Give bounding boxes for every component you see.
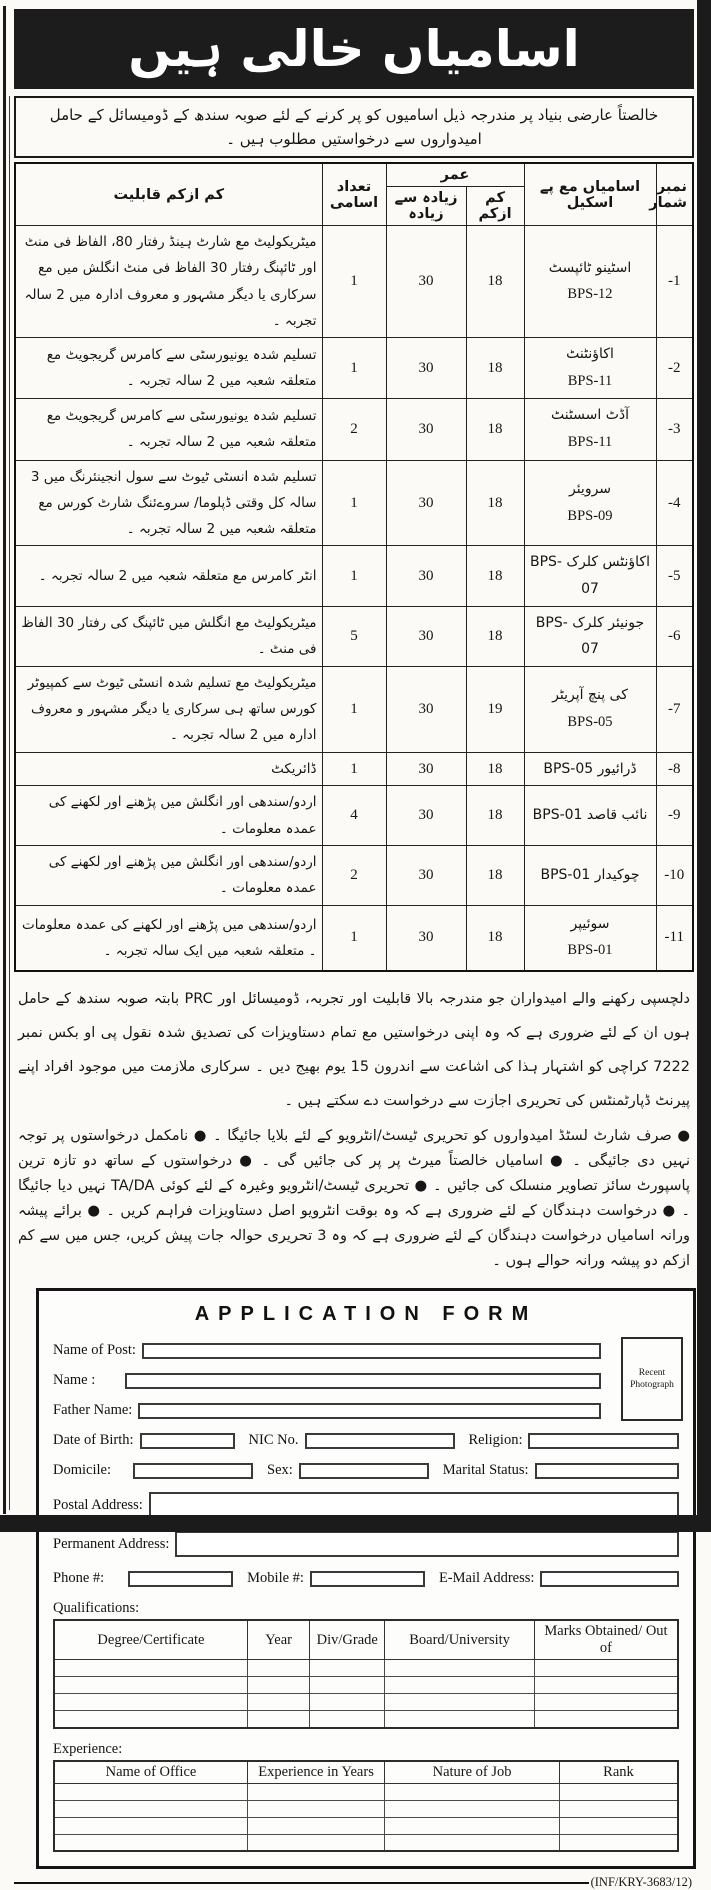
qualifications-table xyxy=(53,1619,679,1729)
qualification-cell: تسلیم شدہ یونیورسٹی سے کامرس گریجویٹ مع متعلقہ شعبہ میں 2 سالہ تجربہ ۔ xyxy=(15,399,322,460)
age-min-cell: 18 xyxy=(466,905,524,971)
conditions-paragraph: ● صرف شارٹ لسٹڈ امیدواروں کو تحریری ٹیسٹ/انٹرویو کے لئے بلایا جائیگا ۔ ● نامکمل درخواستوں پر توجہ نہیں دی جائیگی ۔ ● اسامیاں خالصتاً میرٹ پر پر کی جائیں گی ۔ ● درخواستوں کے ساتھ دو تازہ ترین پاسپورٹ سائز تصاویر منسلک کی جائیں ۔ ● تحریری ٹیسٹ/انٹرویو وغیرہ کے لئے کوئی TA/DA نہیں دیا جائیگا ۔ ● درخواست دہندگان کے لئے ضروری ہے کہ وہ بوقت انٹرویو اصل دستاویزات فراہم کریں ۔ ● برائے پیشہ ورانہ اسامیاں درخواست دہندگان کے لئے ضروری ہے کہ وہ 3 تحریری حوالہ جات پیش کریں، جس میں سے کم ازکم دو پیشہ ورانہ حوالے ہوں ۔ xyxy=(18,1128,691,1270)
experience-empty-row xyxy=(54,1817,678,1834)
right-border-bar xyxy=(697,0,711,1532)
count-cell: 1 xyxy=(322,666,386,752)
age-max-cell: 30 xyxy=(386,399,466,460)
post-scale: BPS-11 xyxy=(567,372,613,389)
post-scale: BPS-11 xyxy=(567,433,613,450)
post-scale: BPS-12 xyxy=(567,286,613,303)
post-name: اکاؤنٹنٹ xyxy=(566,346,614,363)
empty-cell[interactable] xyxy=(54,1817,247,1834)
sex-field[interactable] xyxy=(299,1463,429,1479)
age-max-cell: 30 xyxy=(386,338,466,399)
age-min-cell: 18 xyxy=(466,460,524,546)
qualification-cell: میٹریکولیٹ مع انگلش میں ٹائپنگ کی رفتار 30 الفاظ فی منٹ ۔ xyxy=(15,606,322,666)
intro-strip xyxy=(14,96,694,158)
post-cell xyxy=(524,752,656,786)
empty-cell[interactable] xyxy=(247,1783,384,1800)
count-cell: 5 xyxy=(322,606,386,666)
permanent-address-field[interactable] xyxy=(175,1531,679,1557)
marital-status-label: Marital Status: xyxy=(442,1462,529,1478)
exp-col-nature: Nature of Job xyxy=(385,1761,560,1784)
exp-col-years: Experience in Years xyxy=(247,1761,384,1784)
col-header-age: عمر xyxy=(386,163,524,187)
religion-label: Religion: xyxy=(468,1432,523,1448)
qualification-cell: اردو/سندھی اور انگلش میں پڑھنے اور لکھنے کی عمدہ معلومات ۔ xyxy=(15,846,322,906)
qualifications-empty-row xyxy=(54,1694,678,1711)
serial-cell: -7 xyxy=(656,666,693,752)
empty-cell[interactable] xyxy=(385,1694,535,1711)
email-field[interactable] xyxy=(540,1571,679,1587)
qualification-cell: میٹریکولیٹ مع تسلیم شدہ انسٹی ٹیوٹ سے کمپیوٹر کورس ساتھ ہی سرکاری یا دیگر مشہور و معروف ادارہ میں 2 سالہ تجربہ ۔ xyxy=(15,666,322,752)
qualifications-empty-row xyxy=(54,1660,678,1677)
count-cell: 2 xyxy=(322,846,386,906)
age-max-cell: 30 xyxy=(386,546,466,606)
serial-cell: -8 xyxy=(656,752,693,786)
email-label: E-Mail Address: xyxy=(438,1570,535,1586)
empty-cell[interactable] xyxy=(559,1834,678,1851)
form-row-phone-mobile-email xyxy=(53,1570,679,1587)
empty-cell[interactable] xyxy=(54,1711,247,1728)
job-row-2 xyxy=(15,338,693,399)
photo-box: Recent Photograph xyxy=(621,1337,683,1421)
serial-cell: -10 xyxy=(656,846,693,906)
post-name: آڈٹ اسسٹنٹ xyxy=(550,407,630,424)
ad-title-banner xyxy=(14,9,694,89)
dob-field[interactable] xyxy=(140,1433,235,1449)
bottom-bar xyxy=(0,1515,711,1532)
age-min-cell: 18 xyxy=(466,606,524,666)
qual-col-degree: Degree/Certificate xyxy=(54,1620,247,1660)
empty-cell[interactable] xyxy=(534,1660,678,1677)
qualification-cell: تسلیم شدہ یونیورسٹی سے کامرس گریجویٹ مع متعلقہ شعبہ میں 2 سالہ تجربہ ۔ xyxy=(15,338,322,399)
post-name: چوکیدار BPS-01 xyxy=(540,867,640,884)
empty-cell[interactable] xyxy=(247,1711,309,1728)
ad-title: اسامیاں خالی ہیں xyxy=(128,20,580,78)
age-min-cell: 18 xyxy=(466,846,524,906)
count-cell: 1 xyxy=(322,546,386,606)
count-cell: 1 xyxy=(322,752,386,786)
job-row-4 xyxy=(15,460,693,546)
qualification-cell: اردو/سندھی میں پڑھنے اور لکھنے کی عمدہ معلومات ۔ متعلقہ شعبہ میں ایک سالہ تجربہ ۔ xyxy=(15,905,322,971)
qualification-cell: تسلیم شدہ انسٹی ٹیوٹ سے سول انجینئرنگ میں 3 سالہ کل وقتی ڈپلوما/ سروےئنگ شارٹ کورس مع متعلقہ شعبہ میں 2 سالہ تجربہ ۔ xyxy=(15,460,322,546)
empty-cell[interactable] xyxy=(310,1694,385,1711)
sex-label: Sex: xyxy=(267,1462,293,1478)
empty-cell[interactable] xyxy=(247,1834,384,1851)
dob-label: Date of Birth: xyxy=(53,1432,134,1448)
age-max-cell: 30 xyxy=(386,786,466,846)
post-cell xyxy=(524,846,656,906)
phone-field[interactable] xyxy=(128,1571,233,1587)
postal-address-label: Postal Address: xyxy=(53,1496,143,1513)
empty-cell[interactable] xyxy=(385,1677,535,1694)
age-max-cell: 30 xyxy=(386,905,466,971)
post-cell xyxy=(524,226,656,338)
count-cell: 1 xyxy=(322,338,386,399)
advert-content xyxy=(14,0,694,1890)
form-row-dob-nic-religion xyxy=(53,1432,679,1449)
qual-col-year: Year xyxy=(247,1620,309,1660)
empty-cell[interactable] xyxy=(559,1783,678,1800)
empty-cell[interactable] xyxy=(54,1800,247,1817)
post-cell xyxy=(524,399,656,460)
form-row-name-of-post xyxy=(53,1342,679,1359)
age-max-cell: 30 xyxy=(386,460,466,546)
post-cell xyxy=(524,666,656,752)
form-row-domicile-sex-marital xyxy=(53,1462,679,1479)
qualification-cell: ڈائریکٹ xyxy=(15,752,322,786)
ad-ref-number: (INF/KRY-3683/12) xyxy=(590,1875,692,1889)
age-min-cell: 18 xyxy=(466,752,524,786)
empty-cell[interactable] xyxy=(54,1694,247,1711)
col-header-age-max: زیادہ سے زیادہ xyxy=(386,187,466,226)
serial-cell: -1 xyxy=(656,226,693,338)
empty-cell[interactable] xyxy=(247,1800,384,1817)
qualifications-label: Qualifications: xyxy=(53,1600,140,1616)
job-row-9 xyxy=(15,786,693,846)
application-form xyxy=(36,1288,696,1869)
post-name: سرویئر xyxy=(568,480,612,497)
post-cell xyxy=(524,905,656,971)
serial-cell: -5 xyxy=(656,546,693,606)
left-border-line xyxy=(3,6,6,1514)
post-cell xyxy=(524,606,656,666)
post-name: سوئیپر xyxy=(570,915,610,932)
empty-cell[interactable] xyxy=(534,1677,678,1694)
age-min-cell: 18 xyxy=(466,786,524,846)
job-row-11 xyxy=(15,905,693,971)
job-row-1 xyxy=(15,226,693,338)
experience-header-row xyxy=(54,1761,678,1784)
experience-empty-row xyxy=(54,1834,678,1851)
count-cell: 2 xyxy=(322,399,386,460)
post-scale: BPS-01 xyxy=(567,942,613,959)
col-header-qualification: کم ازکم قابلیت xyxy=(15,163,322,226)
footer-ref-row xyxy=(14,1875,694,1890)
post-name: جونیئر کلرک BPS-07 xyxy=(535,614,645,658)
age-max-cell: 30 xyxy=(386,666,466,752)
serial-cell: -4 xyxy=(656,460,693,546)
empty-cell[interactable] xyxy=(559,1800,678,1817)
col-header-post: اسامیاں مع پے اسکیل xyxy=(524,163,656,226)
jobs-header-row xyxy=(15,163,693,187)
count-cell: 1 xyxy=(322,460,386,546)
empty-cell[interactable] xyxy=(534,1711,678,1728)
col-header-count: تعداد اسامی xyxy=(322,163,386,226)
form-title: APPLICATION FORM xyxy=(194,1303,538,1325)
domicile-label: Domicile: xyxy=(53,1462,111,1478)
name-label: Name : xyxy=(53,1372,96,1388)
name-of-post-field[interactable] xyxy=(142,1343,601,1359)
empty-cell[interactable] xyxy=(54,1660,247,1677)
religion-field[interactable] xyxy=(528,1433,679,1449)
name-of-post-label: Name of Post: xyxy=(53,1342,136,1358)
qualification-cell: اردو/سندھی اور انگلش میں پڑھنے اور لکھنے کی عمدہ معلومات ۔ xyxy=(15,786,322,846)
empty-cell[interactable] xyxy=(310,1711,385,1728)
age-min-cell: 18 xyxy=(466,399,524,460)
empty-cell[interactable] xyxy=(247,1694,309,1711)
jobs-table xyxy=(14,162,694,972)
form-row-father-name xyxy=(53,1402,679,1419)
empty-cell[interactable] xyxy=(54,1834,247,1851)
col-header-serial: نمبر شمار xyxy=(656,163,693,226)
age-max-cell: 30 xyxy=(386,226,466,338)
post-name: کی پنچ آپریٹر xyxy=(552,687,628,704)
empty-cell[interactable] xyxy=(54,1677,247,1694)
post-name: اسٹینو ٹائپسٹ xyxy=(548,259,632,276)
qualification-cell: میٹریکولیٹ مع شارٹ ہینڈ رفتار 80، الفاظ فی منٹ اور ٹائپنگ رفتار 30 الفاظ فی منٹ انگلش میں مع سرکاری یا دیگر مشہور و معروف ادارہ میں 2 سالہ تجربہ ۔ xyxy=(15,226,322,338)
qualifications-header-row xyxy=(54,1620,678,1660)
qualification-cell: انٹر کامرس مع متعلقہ شعبہ میں 2 سالہ تجربہ ۔ xyxy=(15,546,322,606)
post-cell xyxy=(524,460,656,546)
serial-cell: -6 xyxy=(656,606,693,666)
empty-cell[interactable] xyxy=(310,1677,385,1694)
post-name: ڈرائیور BPS-05 xyxy=(543,760,637,777)
qual-col-board: Board/University xyxy=(385,1620,535,1660)
job-row-8 xyxy=(15,752,693,786)
age-min-cell: 18 xyxy=(466,226,524,338)
empty-cell[interactable] xyxy=(385,1711,535,1728)
left-border-inner-line xyxy=(9,96,10,1510)
job-row-3 xyxy=(15,399,693,460)
count-cell: 1 xyxy=(322,226,386,338)
count-cell: 1 xyxy=(322,905,386,971)
empty-cell[interactable] xyxy=(247,1677,309,1694)
experience-label: Experience: xyxy=(53,1740,123,1757)
empty-cell[interactable] xyxy=(534,1694,678,1711)
nic-field[interactable] xyxy=(305,1433,455,1449)
nic-label: NIC No. xyxy=(248,1432,299,1448)
age-min-cell: 18 xyxy=(466,546,524,606)
empty-cell[interactable] xyxy=(385,1834,560,1851)
post-cell xyxy=(524,786,656,846)
intro-text: خالصتاً عارضی بنیاد پر مندرجہ ذیل اسامیوں کو پر کرنے کے لئے صوبہ سندھ کے ڈومیسائل کے حامل امیدواروں سے درخواستیں مطلوب ہیں ۔ xyxy=(49,106,659,148)
experience-empty-row xyxy=(54,1800,678,1817)
exp-col-office: Name of Office xyxy=(54,1761,247,1784)
notice-paragraph: دلچسپی رکھنے والے امیدواران جو مندرجہ بالا قابلیت اور تجربہ، ڈومیسائل اور PRC بابتہ صوبہ سندھ کے حامل ہوں ان کے لئے ضروری ہے کہ وہ اپنی درخواستیں مع تمام دستاویزات کی تصدیق شدہ نقول پی او بکس نمبر 7222 کراچی کو اشتہار ہذا کی اشاعت سے اندرون 15 یوم بھیج دیں ۔ سرکاری ملازمت میں موجود افراد اپنے پیرنٹ ڈپارٹمنٹس کی تحریری اجازت سے درخواست دے سکتے ہیں ۔ xyxy=(18,991,690,1110)
qual-col-marks: Marks Obtained/ Out of xyxy=(534,1620,678,1660)
post-name: نائب قاصد BPS-01 xyxy=(532,807,648,824)
empty-cell[interactable] xyxy=(385,1800,560,1817)
age-max-cell: 30 xyxy=(386,846,466,906)
mobile-label: Mobile #: xyxy=(247,1570,304,1586)
age-max-cell: 30 xyxy=(386,752,466,786)
name-field[interactable] xyxy=(125,1373,601,1389)
form-row-name xyxy=(53,1372,679,1389)
empty-cell[interactable] xyxy=(310,1660,385,1677)
domicile-field[interactable] xyxy=(133,1463,253,1479)
serial-cell: -9 xyxy=(656,786,693,846)
father-name-field[interactable] xyxy=(138,1403,601,1419)
phone-label: Phone #: xyxy=(53,1570,105,1586)
permanent-address-label: Permanent Address: xyxy=(53,1535,170,1552)
post-scale: BPS-09 xyxy=(567,507,613,524)
job-row-10 xyxy=(15,846,693,906)
father-name-label: Father Name: xyxy=(53,1402,133,1418)
count-cell: 4 xyxy=(322,786,386,846)
mobile-field[interactable] xyxy=(310,1571,425,1587)
qualifications-empty-row xyxy=(54,1711,678,1728)
post-cell xyxy=(524,338,656,399)
post-name: اکاؤنٹس کلرک BPS-07 xyxy=(529,554,650,598)
empty-cell[interactable] xyxy=(385,1660,535,1677)
empty-cell[interactable] xyxy=(54,1783,247,1800)
qual-col-div-grade: Div/Grade xyxy=(310,1620,385,1660)
exp-col-rank: Rank xyxy=(559,1761,678,1784)
job-row-7 xyxy=(15,666,693,752)
serial-cell: -2 xyxy=(656,338,693,399)
footer-rule xyxy=(14,1882,589,1884)
job-row-6 xyxy=(15,606,693,666)
empty-cell[interactable] xyxy=(247,1817,384,1834)
col-header-age-min: کم ازکم xyxy=(466,187,524,226)
age-min-cell: 18 xyxy=(466,338,524,399)
post-scale: BPS-05 xyxy=(567,713,613,730)
qualifications-empty-row xyxy=(54,1677,678,1694)
experience-empty-row xyxy=(54,1783,678,1800)
form-row-permanent-address xyxy=(53,1531,679,1557)
empty-cell[interactable] xyxy=(247,1660,309,1677)
empty-cell[interactable] xyxy=(385,1817,560,1834)
serial-cell: -3 xyxy=(656,399,693,460)
empty-cell[interactable] xyxy=(559,1817,678,1834)
marital-status-field[interactable] xyxy=(535,1463,679,1479)
job-row-5 xyxy=(15,546,693,606)
age-max-cell: 30 xyxy=(386,606,466,666)
serial-cell: -11 xyxy=(656,905,693,971)
empty-cell[interactable] xyxy=(385,1783,560,1800)
post-cell xyxy=(524,546,656,606)
experience-table xyxy=(53,1760,679,1853)
age-min-cell: 19 xyxy=(466,666,524,752)
